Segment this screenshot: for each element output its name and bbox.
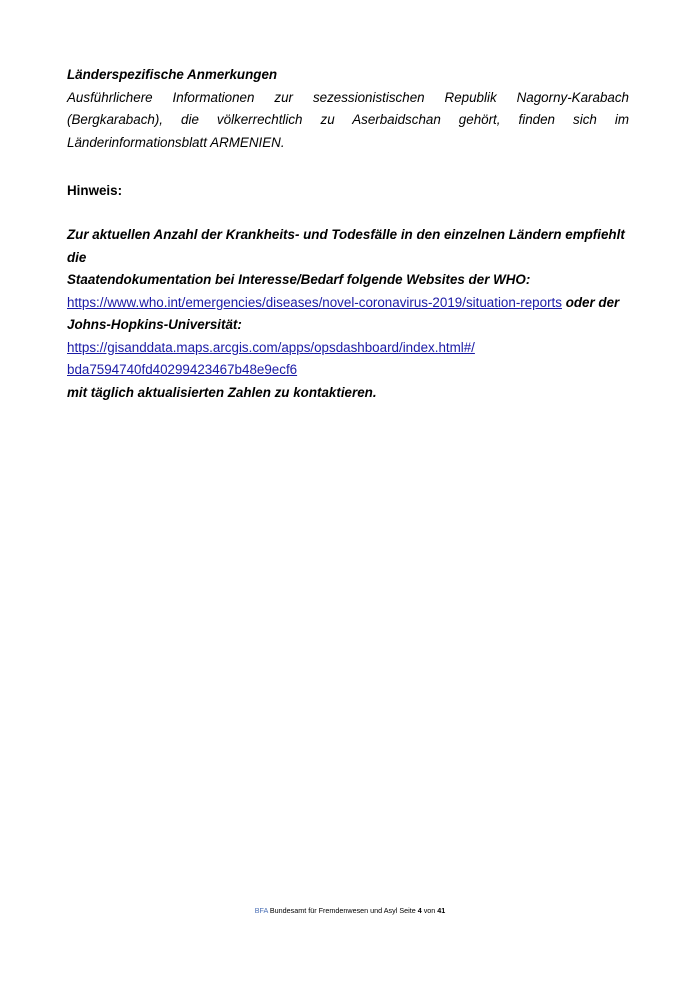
jhu-link-line-2 — [67, 359, 629, 382]
jhu-link-part-1[interactable]: https://gisanddata.maps.arcgis.com/apps/opsdashboard/index.html#/ — [67, 339, 475, 355]
footer-of: von — [423, 906, 436, 915]
note-line-3 — [67, 292, 629, 315]
note-block — [67, 224, 629, 404]
footer-text: Bundesamt für Fremdenwesen und Asyl Seite — [269, 906, 416, 915]
footer-page-total: 41 — [437, 906, 446, 915]
page-content — [67, 64, 629, 400]
section-paragraph: Ausführlichere Informationen zur sezessionistischen Republik Nagorny-Karabach (Bergkarabach), die völkerrechtlich zu Aserbaidschan gehört, finden sich im Länderinformationsblatt ARMENIEN. — [67, 89, 629, 150]
jhu-link-line-1 — [67, 337, 629, 360]
footer-page-number: 4 — [417, 906, 422, 915]
jhu-link-part-2[interactable]: bda7594740fd40299423467b48e9ecf6 — [67, 362, 298, 377]
jhu-label: Johns-Hopkins-Universität: — [67, 317, 242, 332]
section-heading: Länderspezifische Anmerkungen — [67, 67, 278, 82]
who-link[interactable]: https://www.who.int/emergencies/diseases/novel-coronavirus-2019/situation-reports — [67, 294, 562, 310]
hinweis-title: Hinweis: — [67, 183, 123, 198]
note-line-1: Zur aktuellen Anzahl der Krankheits- und Todesfälle in den einzelnen Ländern empfiehlt die — [67, 227, 625, 265]
page-footer — [0, 906, 700, 915]
footer-brand: BFA — [254, 906, 268, 915]
or-text: oder der — [565, 294, 620, 310]
note-line-2: Staatendokumentation bei Interesse/Bedarf folgende Websites der WHO: — [67, 272, 531, 287]
closing-line: mit täglich aktualisierten Zahlen zu kontaktieren. — [67, 384, 377, 400]
